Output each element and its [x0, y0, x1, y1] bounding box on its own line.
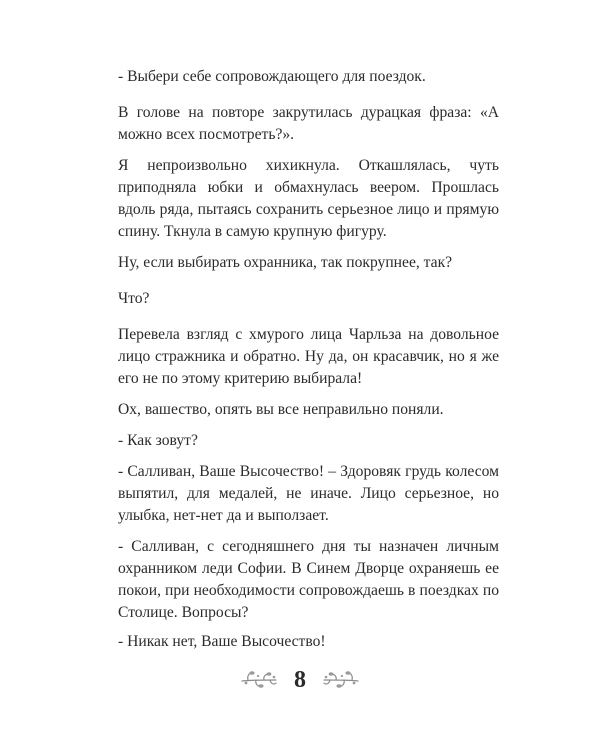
paragraph-6: Перевела взгляд с хмурого лица Чарльза на довольное лицо стражника и обратно. Ну да, он красавчик, но я же его не по этому критерию выбирала!	[118, 326, 499, 387]
paragraph-2: В голове на повторе закрутилась дурацкая фраза: «А можно всех посмотреть?».	[118, 104, 499, 143]
paragraph-9: - Салливан, Ваше Высочество! – Здоровяк грудь колесом выпятил, для медалей, не иначе. Лицо серьезное, но улыбка, нет-нет да и выползает.	[118, 463, 499, 524]
paragraph-1: - Выбери себе сопровождающего для поездок.	[118, 68, 426, 85]
paragraph-10: - Салливан, с сегодняшнего дня ты назначен личным охранником леди Софии. В Синем Дворце охраняешь ее покои, при необходимости сопровождаешь в поездках по Столице. Вопросы?	[118, 538, 499, 621]
paragraph-7: Ох, вашество, опять вы все неправильно поняли.	[118, 401, 444, 418]
floral-ornament-icon	[322, 668, 360, 692]
paragraph-3: Я непроизвольно хихикнула. Откашлялась, чуть приподняла юбки и обмахнулась веером. Прошлась вдоль ряда, пытаясь сохранить серьезное лицо и прямую спину. Ткнула в самую крупную фигуру.	[118, 157, 499, 240]
paragraph-5: Что?	[118, 290, 150, 307]
body-text	[118, 66, 499, 662]
paragraph-8: - Как зовут?	[118, 432, 198, 449]
floral-ornament-icon	[240, 668, 278, 692]
paragraph-11: - Никак нет, Ваше Высочество!	[118, 633, 326, 650]
page-number: 8	[294, 667, 306, 693]
paragraph-4: Ну, если выбирать охранника, так покрупнее, так?	[118, 254, 453, 271]
page-footer	[0, 663, 600, 697]
